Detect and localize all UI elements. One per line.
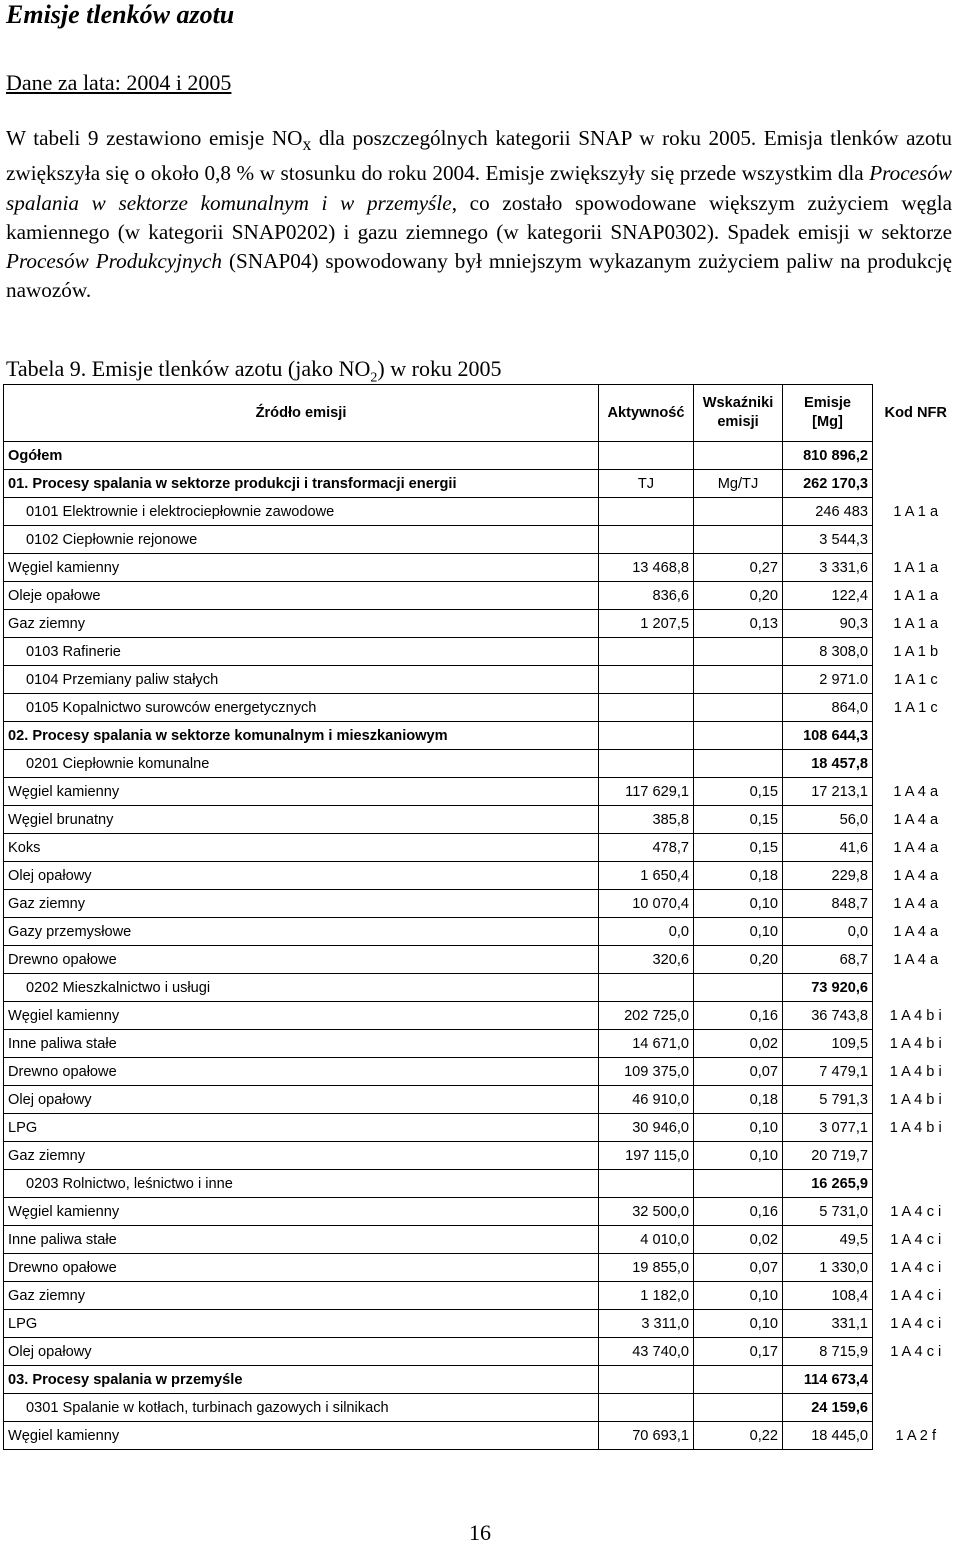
caption-text-b: ) w roku 2005 bbox=[377, 356, 502, 381]
header-emissions: Emisje [Mg] bbox=[783, 385, 873, 442]
row-emission: 2 971.0 bbox=[783, 666, 873, 694]
row-name: Węgiel kamienny bbox=[4, 778, 599, 806]
fuel-row bbox=[4, 862, 959, 890]
row-emission: 90,3 bbox=[783, 610, 873, 638]
row-name: 01. Procesy spalania w sektorze produkcji i transformacji energii bbox=[4, 470, 599, 498]
row-emission: 331,1 bbox=[783, 1310, 873, 1338]
row-nfr-code: 1 A 1 a bbox=[893, 503, 939, 520]
row-nfr-code: 1 A 4 b i bbox=[889, 1007, 942, 1024]
row-factor: 0,18 bbox=[694, 1086, 783, 1114]
row-factor bbox=[694, 498, 783, 526]
table-header-row bbox=[4, 385, 959, 442]
row-name: Węgiel kamienny bbox=[4, 554, 599, 582]
row-emission: 246 483 bbox=[783, 498, 873, 526]
paragraph-subscript: x bbox=[302, 134, 312, 155]
row-emission: 5 731,0 bbox=[783, 1198, 873, 1226]
row-factor bbox=[694, 750, 783, 778]
row-activity: TJ bbox=[599, 470, 694, 498]
row-factor: 0,16 bbox=[694, 1198, 783, 1226]
row-activity: 13 468,8 bbox=[599, 554, 694, 582]
row-activity: 43 740,0 bbox=[599, 1338, 694, 1366]
row-nfr-code: 1 A 4 a bbox=[893, 895, 939, 912]
subcategory-row bbox=[4, 750, 959, 778]
row-name: Inne paliwa stałe bbox=[4, 1226, 599, 1254]
total-label: Ogółem bbox=[4, 442, 599, 470]
fuel-row bbox=[4, 946, 959, 974]
row-name: 0202 Mieszkalnictwo i usługi bbox=[4, 974, 599, 1002]
row-name: LPG bbox=[4, 1310, 599, 1338]
row-nfr-code: 1 A 2 f bbox=[895, 1427, 937, 1444]
fuel-row bbox=[4, 1282, 959, 1310]
row-nfr-code: 1 A 4 b i bbox=[889, 1063, 942, 1080]
row-nfr-code bbox=[873, 470, 959, 498]
row-nfr-code: 1 A 4 a bbox=[893, 783, 939, 800]
row-factor: 0,10 bbox=[694, 1310, 783, 1338]
total-row bbox=[4, 442, 959, 470]
row-emission: 16 265,9 bbox=[783, 1170, 873, 1198]
row-factor: 0,18 bbox=[694, 862, 783, 890]
row-activity: 19 855,0 bbox=[599, 1254, 694, 1282]
row-name: 0105 Kopalnictwo surowców energetycznych bbox=[4, 694, 599, 722]
intro-paragraph bbox=[6, 124, 952, 305]
total-emission: 810 896,2 bbox=[783, 442, 873, 470]
fuel-row bbox=[4, 1142, 959, 1170]
row-factor: Mg/TJ bbox=[694, 470, 783, 498]
row-nfr-code: 1 A 1 a bbox=[893, 615, 939, 632]
row-emission: 122,4 bbox=[783, 582, 873, 610]
row-activity: 32 500,0 bbox=[599, 1198, 694, 1226]
row-factor bbox=[694, 1170, 783, 1198]
header-activity: Aktywność bbox=[599, 385, 694, 442]
row-activity: 1 182,0 bbox=[599, 1282, 694, 1310]
row-emission: 108,4 bbox=[783, 1282, 873, 1310]
row-activity bbox=[599, 526, 694, 554]
row-activity bbox=[599, 1366, 694, 1394]
row-emission: 848,7 bbox=[783, 890, 873, 918]
row-nfr-code bbox=[873, 1366, 959, 1394]
row-factor: 0,10 bbox=[694, 890, 783, 918]
row-activity: 46 910,0 bbox=[599, 1086, 694, 1114]
fuel-row bbox=[4, 890, 959, 918]
fuel-row bbox=[4, 778, 959, 806]
row-activity bbox=[599, 498, 694, 526]
row-nfr-code bbox=[873, 526, 959, 554]
row-nfr-code: 1 A 1 a bbox=[893, 559, 939, 576]
row-name: 0104 Przemiany paliw stałych bbox=[4, 666, 599, 694]
row-nfr-code: 1 A 4 b i bbox=[889, 1119, 942, 1136]
row-factor: 0,07 bbox=[694, 1058, 783, 1086]
subcategory-row bbox=[4, 694, 959, 722]
row-nfr-code: 1 A 1 b bbox=[893, 643, 939, 660]
row-activity: 202 725,0 bbox=[599, 1002, 694, 1030]
row-emission: 24 159,6 bbox=[783, 1394, 873, 1422]
row-emission: 36 743,8 bbox=[783, 1002, 873, 1030]
row-activity: 320,6 bbox=[599, 946, 694, 974]
row-activity: 10 070,4 bbox=[599, 890, 694, 918]
row-name: 03. Procesy spalania w przemyśle bbox=[4, 1366, 599, 1394]
row-activity bbox=[599, 1394, 694, 1422]
row-emission: 8 715,9 bbox=[783, 1338, 873, 1366]
row-factor bbox=[694, 974, 783, 1002]
row-factor bbox=[694, 694, 783, 722]
row-name: Gaz ziemny bbox=[4, 1282, 599, 1310]
row-name: Gazy przemysłowe bbox=[4, 918, 599, 946]
table-caption bbox=[6, 356, 501, 386]
row-activity bbox=[599, 666, 694, 694]
row-emission: 0,0 bbox=[783, 918, 873, 946]
row-name: Węgiel kamienny bbox=[4, 1198, 599, 1226]
row-name: Drewno opałowe bbox=[4, 1058, 599, 1086]
row-name: Gaz ziemny bbox=[4, 1142, 599, 1170]
row-activity: 197 115,0 bbox=[599, 1142, 694, 1170]
row-nfr-code: 1 A 1 c bbox=[893, 671, 938, 688]
row-activity: 3 311,0 bbox=[599, 1310, 694, 1338]
row-factor: 0,20 bbox=[694, 582, 783, 610]
row-emission: 3 331,6 bbox=[783, 554, 873, 582]
category-row bbox=[4, 470, 959, 498]
subcategory-row bbox=[4, 498, 959, 526]
fuel-row bbox=[4, 610, 959, 638]
row-activity: 1 207,5 bbox=[599, 610, 694, 638]
row-nfr-code: 1 A 4 c i bbox=[890, 1315, 942, 1332]
paragraph-text-2: dla poszczególnych kategorii SNAP w roku 2005. Emisja tlenków azotu zwiększyła się o około 0,8 % w stosunku do roku 2004. Emisje zwiększyły się przede wszystkim dla bbox=[6, 126, 952, 186]
subcategory-row bbox=[4, 1170, 959, 1198]
row-nfr-code bbox=[873, 722, 959, 750]
row-emission: 3 077,1 bbox=[783, 1114, 873, 1142]
row-factor: 0,10 bbox=[694, 918, 783, 946]
row-name: Oleje opałowe bbox=[4, 582, 599, 610]
row-name: Olej opałowy bbox=[4, 1338, 599, 1366]
fuel-row bbox=[4, 1310, 959, 1338]
fuel-row bbox=[4, 1086, 959, 1114]
row-emission: 108 644,3 bbox=[783, 722, 873, 750]
row-name: Drewno opałowe bbox=[4, 946, 599, 974]
fuel-row bbox=[4, 1030, 959, 1058]
row-nfr-code bbox=[873, 1170, 959, 1198]
row-activity: 109 375,0 bbox=[599, 1058, 694, 1086]
row-nfr-code: 1 A 4 c i bbox=[890, 1203, 942, 1220]
row-factor bbox=[694, 1366, 783, 1394]
row-factor: 0,02 bbox=[694, 1226, 783, 1254]
row-emission: 7 479,1 bbox=[783, 1058, 873, 1086]
row-emission: 41,6 bbox=[783, 834, 873, 862]
fuel-row bbox=[4, 1254, 959, 1282]
header-nfr: Kod NFR bbox=[873, 385, 959, 442]
row-name: 0203 Rolnictwo, leśnictwo i inne bbox=[4, 1170, 599, 1198]
row-activity: 30 946,0 bbox=[599, 1114, 694, 1142]
row-nfr-code: 1 A 4 c i bbox=[890, 1231, 942, 1248]
row-name: Gaz ziemny bbox=[4, 890, 599, 918]
paragraph-text-3: , co zostało spowodowane większym zużyciem węgla kamiennego (w kategorii SNAP0202) i gazu ziemnego (w kategorii SNAP0302). Spadek emisji w sektorze bbox=[6, 190, 952, 244]
fuel-row bbox=[4, 918, 959, 946]
paragraph-italic-1: Procesów spalania w sektorze komunalnym i w przemyśle bbox=[6, 161, 952, 215]
subcategory-row bbox=[4, 974, 959, 1002]
row-activity: 836,6 bbox=[599, 582, 694, 610]
subcategory-row bbox=[4, 1394, 959, 1422]
row-activity bbox=[599, 750, 694, 778]
row-emission: 114 673,4 bbox=[783, 1366, 873, 1394]
row-activity bbox=[599, 722, 694, 750]
row-factor: 0,13 bbox=[694, 610, 783, 638]
row-emission: 73 920,6 bbox=[783, 974, 873, 1002]
row-name: Drewno opałowe bbox=[4, 1254, 599, 1282]
row-emission: 20 719,7 bbox=[783, 1142, 873, 1170]
row-emission: 229,8 bbox=[783, 862, 873, 890]
row-nfr-code: 1 A 4 c i bbox=[890, 1287, 942, 1304]
row-name: 0102 Ciepłownie rejonowe bbox=[4, 526, 599, 554]
row-factor: 0,16 bbox=[694, 1002, 783, 1030]
fuel-row bbox=[4, 582, 959, 610]
fuel-row bbox=[4, 1058, 959, 1086]
fuel-row bbox=[4, 1422, 959, 1450]
row-activity: 70 693,1 bbox=[599, 1422, 694, 1450]
row-nfr-code: 1 A 4 a bbox=[893, 839, 939, 856]
row-activity: 478,7 bbox=[599, 834, 694, 862]
row-factor: 0,17 bbox=[694, 1338, 783, 1366]
row-activity bbox=[599, 694, 694, 722]
row-name: 0103 Rafinerie bbox=[4, 638, 599, 666]
row-name: Olej opałowy bbox=[4, 862, 599, 890]
row-name: Gaz ziemny bbox=[4, 610, 599, 638]
row-nfr-code: 1 A 4 c i bbox=[890, 1259, 942, 1276]
category-row bbox=[4, 1366, 959, 1394]
document-title: Emisje tlenków azotu bbox=[6, 0, 235, 29]
row-nfr-code bbox=[873, 1394, 959, 1422]
row-emission: 49,5 bbox=[783, 1226, 873, 1254]
row-factor bbox=[694, 666, 783, 694]
row-emission: 68,7 bbox=[783, 946, 873, 974]
row-factor bbox=[694, 526, 783, 554]
row-emission: 17 213,1 bbox=[783, 778, 873, 806]
caption-subscript: 2 bbox=[370, 370, 378, 386]
row-emission: 18 445,0 bbox=[783, 1422, 873, 1450]
subcategory-row bbox=[4, 526, 959, 554]
row-factor: 0,15 bbox=[694, 778, 783, 806]
fuel-row bbox=[4, 1338, 959, 1366]
row-activity: 14 671,0 bbox=[599, 1030, 694, 1058]
row-factor: 0,10 bbox=[694, 1142, 783, 1170]
fuel-row bbox=[4, 1114, 959, 1142]
data-years-heading: Dane za lata: 2004 i 2005 bbox=[6, 70, 232, 95]
row-factor: 0,10 bbox=[694, 1114, 783, 1142]
row-name: 02. Procesy spalania w sektorze komunalnym i mieszkaniowym bbox=[4, 722, 599, 750]
row-emission: 5 791,3 bbox=[783, 1086, 873, 1114]
row-name: Węgiel kamienny bbox=[4, 1422, 599, 1450]
header-source: Źródło emisji bbox=[4, 385, 599, 442]
row-activity bbox=[599, 638, 694, 666]
category-row bbox=[4, 722, 959, 750]
paragraph-text-1: W tabeli 9 zestawiono emisje NO bbox=[6, 126, 303, 150]
row-factor bbox=[694, 722, 783, 750]
fuel-row bbox=[4, 1002, 959, 1030]
row-factor: 0,20 bbox=[694, 946, 783, 974]
row-name: Węgiel brunatny bbox=[4, 806, 599, 834]
paragraph-italic-2: Procesów Produkcyjnych bbox=[6, 249, 223, 274]
row-emission: 3 544,3 bbox=[783, 526, 873, 554]
row-name: 0101 Elektrownie i elektrociepłownie zawodowe bbox=[4, 498, 599, 526]
row-factor: 0,15 bbox=[694, 806, 783, 834]
row-emission: 8 308,0 bbox=[783, 638, 873, 666]
row-nfr-code bbox=[873, 974, 959, 1002]
row-nfr-code: 1 A 4 b i bbox=[889, 1091, 942, 1108]
paragraph-text-4: (SNAP04) spowodowany był mniejszym wykazanym zużyciem paliw na produkcję nawozów. bbox=[6, 249, 952, 303]
row-nfr-code: 1 A 4 c i bbox=[890, 1343, 942, 1360]
fuel-row bbox=[4, 554, 959, 582]
row-name: Węgiel kamienny bbox=[4, 1002, 599, 1030]
row-emission: 56,0 bbox=[783, 806, 873, 834]
row-factor bbox=[694, 1394, 783, 1422]
page-number: 16 bbox=[469, 1520, 491, 1545]
fuel-row bbox=[4, 1226, 959, 1254]
row-factor: 0,27 bbox=[694, 554, 783, 582]
row-nfr-code bbox=[873, 1142, 959, 1170]
total-activity bbox=[599, 442, 694, 470]
row-activity: 4 010,0 bbox=[599, 1226, 694, 1254]
row-activity: 1 650,4 bbox=[599, 862, 694, 890]
fuel-row bbox=[4, 834, 959, 862]
row-factor: 0,10 bbox=[694, 1282, 783, 1310]
row-emission: 262 170,3 bbox=[783, 470, 873, 498]
row-nfr-code bbox=[873, 750, 959, 778]
row-factor bbox=[694, 638, 783, 666]
row-factor: 0,22 bbox=[694, 1422, 783, 1450]
header-factors: Wskaźniki emisji bbox=[694, 385, 783, 442]
row-activity: 0,0 bbox=[599, 918, 694, 946]
row-name: Inne paliwa stałe bbox=[4, 1030, 599, 1058]
emissions-table bbox=[3, 384, 959, 1450]
row-activity bbox=[599, 974, 694, 1002]
row-nfr-code: 1 A 4 a bbox=[893, 811, 939, 828]
row-factor: 0,15 bbox=[694, 834, 783, 862]
row-emission: 1 330,0 bbox=[783, 1254, 873, 1282]
row-nfr-code: 1 A 1 c bbox=[893, 699, 938, 716]
row-name: Koks bbox=[4, 834, 599, 862]
row-factor: 0,02 bbox=[694, 1030, 783, 1058]
row-activity: 117 629,1 bbox=[599, 778, 694, 806]
fuel-row bbox=[4, 1198, 959, 1226]
row-emission: 864,0 bbox=[783, 694, 873, 722]
row-activity: 385,8 bbox=[599, 806, 694, 834]
subcategory-row bbox=[4, 638, 959, 666]
row-emission: 109,5 bbox=[783, 1030, 873, 1058]
row-name: 0201 Ciepłownie komunalne bbox=[4, 750, 599, 778]
row-activity bbox=[599, 1170, 694, 1198]
row-name: Olej opałowy bbox=[4, 1086, 599, 1114]
row-nfr-code: 1 A 1 a bbox=[893, 587, 939, 604]
row-emission: 18 457,8 bbox=[783, 750, 873, 778]
total-factor bbox=[694, 442, 783, 470]
row-factor: 0,07 bbox=[694, 1254, 783, 1282]
fuel-row bbox=[4, 806, 959, 834]
caption-text-a: Tabela 9. Emisje tlenków azotu (jako NO bbox=[6, 356, 371, 381]
row-nfr-code: 1 A 4 a bbox=[893, 867, 939, 884]
row-nfr-code: 1 A 4 a bbox=[893, 951, 939, 968]
row-nfr-code: 1 A 4 b i bbox=[889, 1035, 942, 1052]
subcategory-row bbox=[4, 666, 959, 694]
row-name: LPG bbox=[4, 1114, 599, 1142]
total-nfr bbox=[873, 442, 959, 470]
row-nfr-code: 1 A 4 a bbox=[893, 923, 939, 940]
row-name: 0301 Spalanie w kotłach, turbinach gazowych i silnikach bbox=[4, 1394, 599, 1422]
